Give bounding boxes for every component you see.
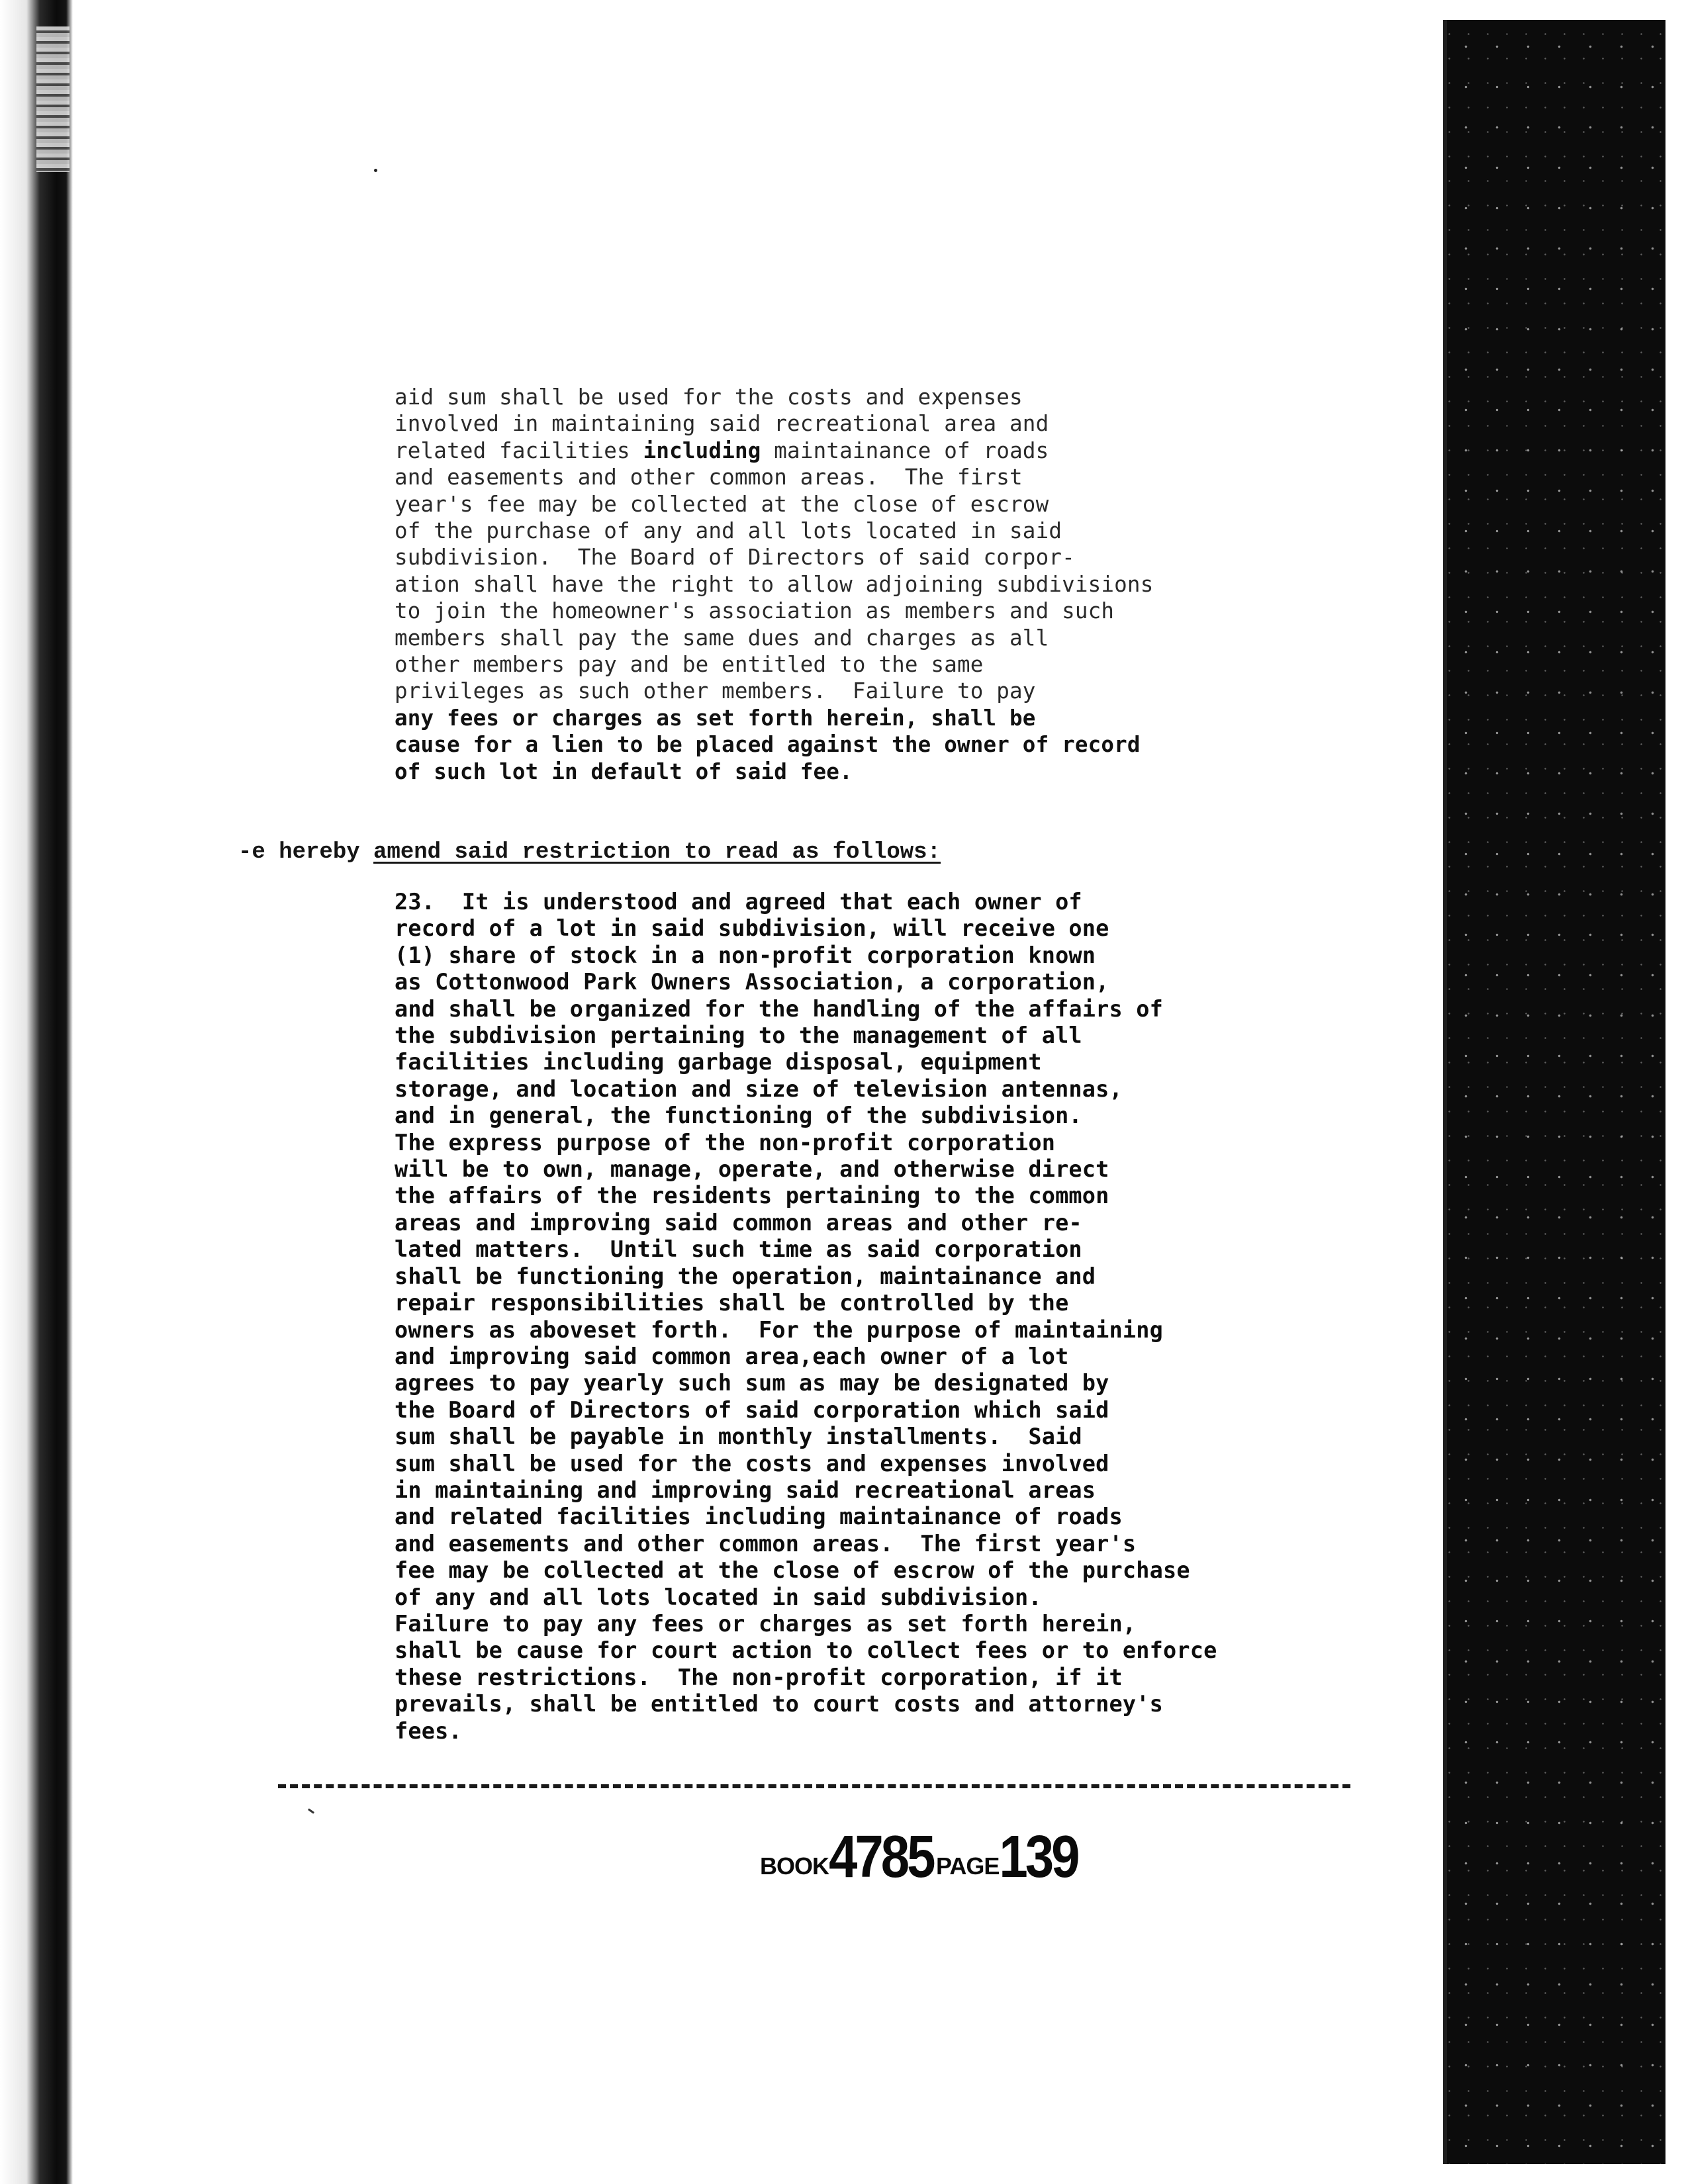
p2-line: the subdivision pertaining to the management of all <box>395 1023 1082 1049</box>
p2-line: sum shall be payable in monthly installments. Said <box>395 1424 1082 1450</box>
book-label: BOOK <box>760 1852 829 1880</box>
p1-line: involved in maintaining said recreational area and <box>395 411 1049 437</box>
p1-line: of such lot in default of said fee. <box>395 758 853 784</box>
p1-line: privileges as such other members. Failure to pay <box>395 678 1036 704</box>
p1-line: subdivision. The Board of Directors of said corpor- <box>395 545 1075 570</box>
p2-line: 23. It is understood and agreed that each owner of <box>395 889 1082 915</box>
scan-left-edge <box>0 0 73 2184</box>
p2-line: facilities including garbage disposal, equipment <box>395 1049 1042 1075</box>
book-page-stamp <box>760 1823 1078 1890</box>
p1-line: of the purchase of any and all lots located in said <box>395 518 1062 544</box>
p2-line: shall be functioning the operation, maintainance and <box>395 1263 1096 1289</box>
p1-line: ation shall have the right to allow adjoining subdivisions <box>395 571 1154 597</box>
p2-line: storage, and location and size of television antennas, <box>395 1075 1123 1102</box>
p1-line: maintainance of roads <box>774 437 1049 463</box>
paragraph-one <box>395 384 1348 785</box>
p2-line: these restrictions. The non-profit corporation, if it <box>395 1664 1123 1690</box>
p1-line: aid sum shall be used for the costs and expenses <box>395 385 1023 410</box>
paragraph-two <box>395 889 1427 1745</box>
p2-line: owners as aboveset forth. For the purpose of maintaining <box>395 1316 1164 1343</box>
p2-line: the affairs of the residents pertaining to the common <box>395 1183 1109 1209</box>
page-number: 139 <box>999 1823 1078 1890</box>
p2-line: fees. <box>395 1717 462 1744</box>
p2-line: of any and all lots located in said subdivision. <box>395 1584 1042 1610</box>
book-number: 4785 <box>829 1823 933 1890</box>
amend-prefix: -e hereby <box>238 840 360 865</box>
p2-line: will be to own, manage, operate, and otherwise direct <box>395 1156 1109 1183</box>
p1-line: cause for a lien to be placed against the owner of record <box>395 732 1141 758</box>
p1-line: any fees or charges as set forth herein, shall be <box>395 705 1036 731</box>
p1-line: year's fee may be collected at the close of escrow <box>395 491 1049 517</box>
p2-line: record of a lot in said subdivision, will receive one <box>395 915 1109 942</box>
p2-line: and in general, the functioning of the subdivision. <box>395 1103 1082 1129</box>
p2-line: fee may be collected at the close of escrow of the purchase <box>395 1557 1190 1584</box>
p2-line: The express purpose of the non-profit corporation <box>395 1129 1056 1156</box>
stray-mark <box>308 1808 314 1813</box>
p2-line: agrees to pay yearly such sum as may be designated by <box>395 1370 1109 1396</box>
p2-line: and improving said common area,each owner of a lot <box>395 1343 1069 1369</box>
p2-line: shall be cause for court action to collect fees or to enforce <box>395 1637 1217 1664</box>
p2-line: as Cottonwood Park Owners Association, a corporation, <box>395 969 1109 995</box>
p1-line: to join the homeowner's association as members and such <box>395 598 1115 624</box>
p2-line: areas and improving said common areas and other re- <box>395 1209 1082 1236</box>
p2-line: and related facilities including maintainance of roads <box>395 1504 1123 1530</box>
p2-line: in maintaining and improving said recreational areas <box>395 1477 1096 1503</box>
p1-line: and easements and other common areas. The first <box>395 465 1023 490</box>
p2-line: the Board of Directors of said corporation which said <box>395 1396 1109 1423</box>
p2-line: (1) share of stock in a non-profit corporation known <box>395 942 1096 968</box>
amend-heading <box>238 839 941 866</box>
dashed-divider <box>278 1784 1350 1788</box>
p2-line: repair responsibilities shall be controlled by the <box>395 1290 1069 1316</box>
p2-line: sum shall be used for the costs and expenses involved <box>395 1450 1109 1477</box>
page-label: PAGE <box>935 1852 1000 1880</box>
p2-line: Failure to pay any fees or charges as set forth herein, <box>395 1610 1137 1637</box>
scan-right-edge <box>1443 20 1665 2164</box>
p2-line: prevails, shall be entitled to court costs and attorney's <box>395 1691 1164 1717</box>
p2-line: and easements and other common areas. The first year's <box>395 1530 1137 1557</box>
amend-underlined: amend said restriction to read as follows: <box>373 840 941 865</box>
p2-line: lated matters. Until such time as said corporation <box>395 1236 1082 1263</box>
p1-line: related facilities <box>395 437 630 463</box>
margin-dot <box>374 169 377 172</box>
p1-line: members shall pay the same dues and charges as all <box>395 625 1049 651</box>
p2-line: and shall be organized for the handling of the affairs of <box>395 995 1164 1022</box>
p1-bold-word: including <box>643 437 761 463</box>
p1-line: other members pay and be entitled to the same <box>395 652 984 678</box>
